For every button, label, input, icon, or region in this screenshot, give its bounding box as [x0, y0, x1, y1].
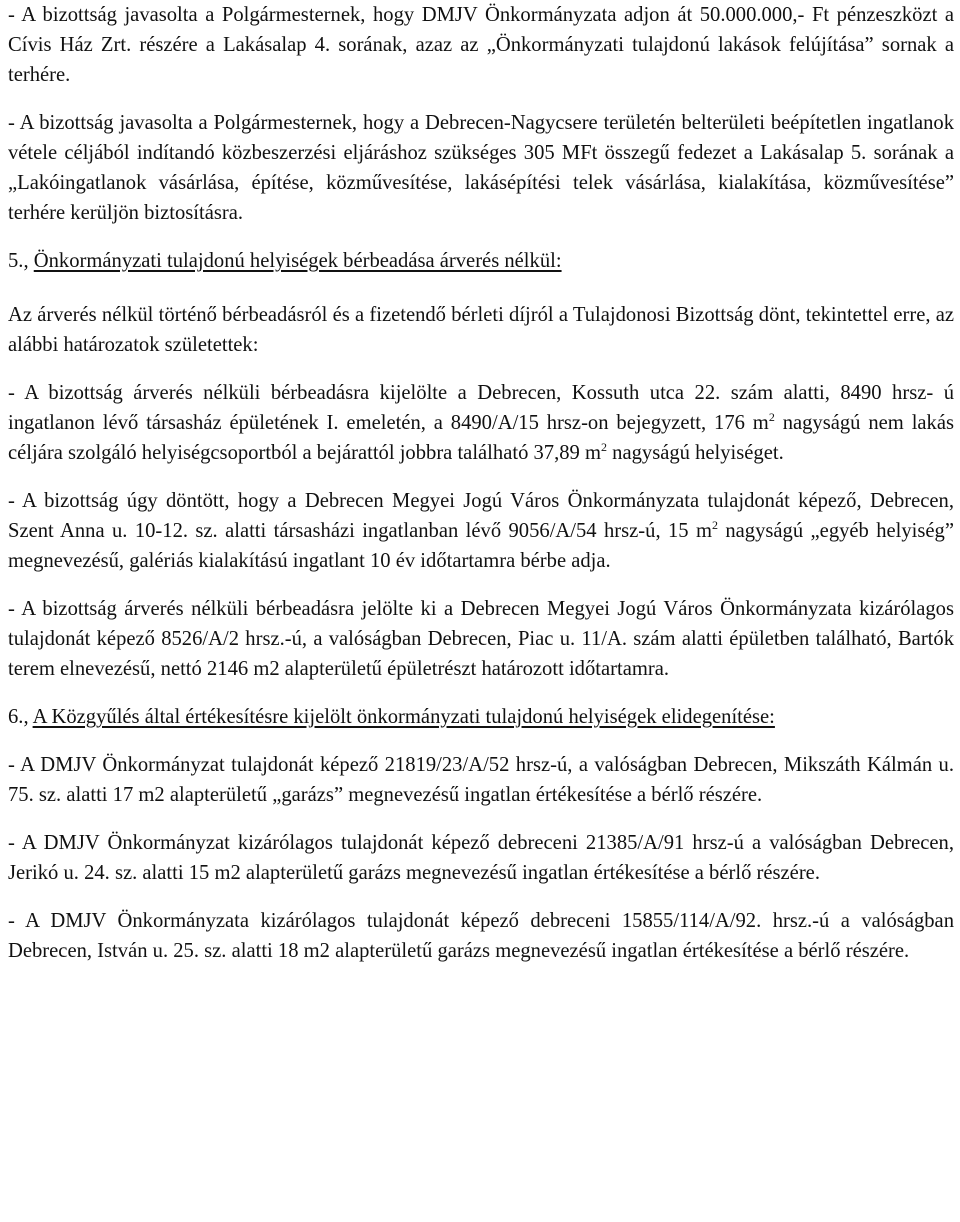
paragraph-berbeadas-intro: Az árverés nélkül történő bérbeadásról és a fizetendő bérleti díjról a Tulajdonosi Bizottság dönt, tekintettel erre, az alábbi határozatok születettek: — [8, 304, 954, 356]
superscript: 2 — [601, 440, 608, 454]
section-title-5: Önkormányzati tulajdonú helyiségek bérbeadása árverés nélkül: — [33, 250, 562, 272]
paragraph-istvan: - A DMJV Önkormányzata kizárólagos tulajdonát képező debreceni 15855/114/A/92. hrsz.-ú a valóságban Debrecen, István u. 25. sz. alatti 18 m2 alapterületű garázs megnevezésű ingatlan értékesítése a bérlő részére. — [8, 910, 954, 962]
text-segment: - A bizottság árverés nélküli bérbeadásra kijelölte a Debrecen, Kossuth utca 22. szám alatti, 8490 hrsz- ú ingatlanon lévő társasház épületének I. emeletén, a 8490/A/15 hrsz-on bejegyzett, 176 m — [8, 382, 954, 434]
paragraph-kossuth-utca — [8, 378, 954, 468]
section-number-5: 5., — [8, 250, 29, 272]
section-heading-6 — [8, 702, 954, 732]
paragraph-mikszath: - A DMJV Önkormányzat tulajdonát képező 21819/23/A/52 hrsz-ú, a valóságban Debrecen, Mikszáth Kálmán u. 75. sz. alatti 17 m2 alapterületű „garázs” megnevezésű ingatlan értékesítése a bérlő részére. — [8, 754, 954, 806]
paragraph-bartok-terem: - A bizottság árverés nélküli bérbeadásra jelölte ki a Debrecen Megyei Jogú Város Önkormányzata kizárólagos tulajdonát képező 8526/A/2 hrsz.-ú, a valóságban Debrecen, Piac u. 11/A. szám alatti épületben található, Bartók terem elnevezésű, nettó 2146 m2 alapterületű épületrészt határozott időtartamra. — [8, 598, 954, 680]
paragraph-lakasalap-5: - A bizottság javasolta a Polgármesternek, hogy a Debrecen-Nagycsere területén belterületi beépítetlen ingatlanok vétele céljából indítandó közbeszerzési eljáráshoz szükséges 305 MFt összegű fedezet a Lakásalap 5. sorának a „Lakóingatlanok vásárlása, építése, közművesítése, lakásépítési telek vásárlása, kialakítása, közművesítése” terhére kerüljön biztosításra. — [8, 112, 954, 224]
section-number-6: 6., — [8, 706, 29, 728]
document-page — [8, 0, 954, 966]
paragraph-jeriko: - A DMJV Önkormányzat kizárólagos tulajdonát képező debreceni 21385/A/91 hrsz-ú a valóságban Debrecen, Jerikó u. 24. sz. alatti 15 m2 alapterületű garázs megnevezésű ingatlan értékesítése a bérlő részére. — [8, 832, 954, 884]
paragraph-szent-anna — [8, 486, 954, 576]
superscript: 2 — [711, 518, 718, 532]
section-heading-5 — [8, 246, 954, 276]
paragraph-lakasalap-4: - A bizottság javasolta a Polgármesternek, hogy DMJV Önkormányzata adjon át 50.000.000,- Ft pénzeszközt a Cívis Ház Zrt. részére a Lakásalap 4. sorának, azaz az „Önkormányzati tulajdonú lakások felújítása” sornak a terhére. — [8, 4, 954, 86]
superscript: 2 — [768, 410, 775, 424]
text-segment: nagyságú helyiséget. — [607, 442, 784, 464]
text-segment: nagyságú „egyéb helyiség” megnevezésű, galériás kialakítású ingatlant 10 év időtartamra bérbe adja. — [8, 520, 954, 572]
text-segment: nagyságú nem lakás céljára szolgáló helyiségcsoportból a bejárattól jobbra található 37,89 m — [8, 412, 955, 464]
section-title-6: A Közgyűlés által értékesítésre kijelölt önkormányzati tulajdonú helyiségek elidegenítése: — [32, 706, 775, 728]
text-segment: - A bizottság úgy döntött, hogy a Debrecen Megyei Jogú Város Önkormányzata tulajdonát képező, Debrecen, Szent Anna u. 10-12. sz. alatti társasházi ingatlanban lévő 9056/A/54 hrsz-ú, 15 m — [8, 490, 954, 542]
